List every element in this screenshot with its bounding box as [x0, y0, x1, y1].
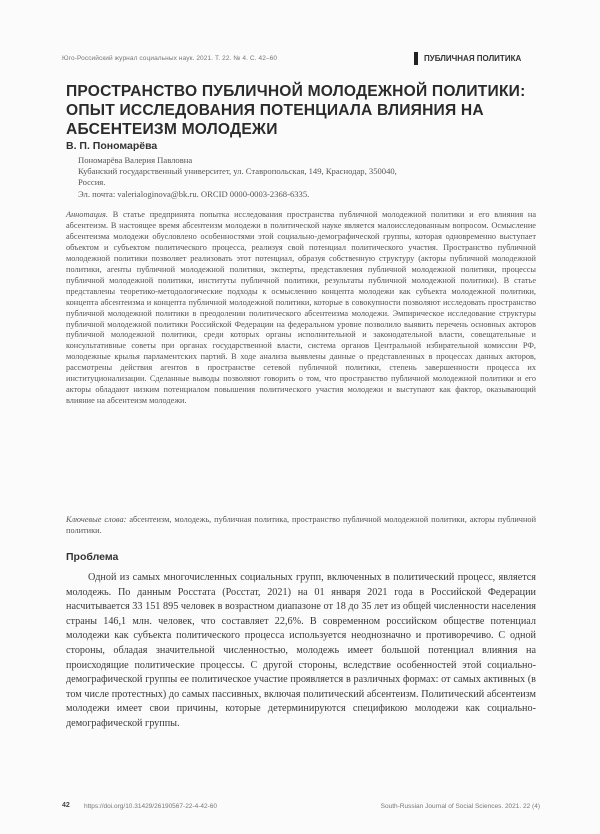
affiliation-country: Россия. [78, 177, 106, 188]
author-full-name: Пономарёва Валерия Павловна [78, 155, 193, 165]
footer-journal: South-Russian Journal of Social Sciences. 2021. 22 (4) [380, 803, 540, 810]
author-byline: В. П. Пономарёва [66, 140, 158, 152]
body-paragraph: Одной из самых многочисленных социальных групп, включенных в политический процесс, является молодежь. По данным Росстата (Росстат, 2021) на 01 января 2021 года в Российской Федерации насчитывается 33 151 895 человек в возрастном диапазоне от 18 до 35 лет из общей численности населения страны 146,1 млн. человек, что составляет 22,6%. В современном российском обществе потенциал молодежи как субъекта политического процесса используется неоднозначно и противоречиво. С одной стороны, обладая значительной численностью, молодежь имеет большой потенциал влияния на происходящие политические процессы. С другой стороны, вследствие особенностей этой социально-демографической группы ее политическое участие проявляется в различных формах: от самых активных (в том числе протестных) до самых пассивных, включая политический абсентеизм. Политический абсентеизм молодежи имеет свои причины, которые детерминируются спецификою молодежи как социально-демографической группы. [66, 572, 536, 729]
page-footer [62, 802, 540, 814]
running-head-section: ПУБЛИЧНАЯ ПОЛИТИКА [424, 54, 522, 63]
abstract-label: Аннотация. [66, 210, 108, 219]
page-number: 42 [62, 802, 70, 809]
section-marker-bar [414, 52, 418, 65]
keywords [66, 515, 536, 537]
doi-link[interactable]: https://doi.org/10.31429/26190567-22-4-42-60 [84, 803, 217, 810]
keywords-label: Ключевые слова: [66, 515, 127, 524]
affiliation-line: Кубанский государственный университет, ул. Ставропольская, 149, Краснодар, 350040, [78, 166, 397, 177]
abstract [66, 210, 536, 407]
running-head [62, 52, 540, 66]
article-title: ПРОСТРАНСТВО ПУБЛИЧНОЙ МОЛОДЕЖНОЙ ПОЛИТИКИ: ОПЫТ ИССЛЕДОВАНИЯ ПОТЕНЦИАЛА ВЛИЯНИЯ НА АБСЕНТЕИЗМ МОЛОДЕЖИ [66, 83, 526, 138]
author-affiliation-block [78, 155, 478, 200]
keywords-text: абсентеизм, молодежь, публичная политика, пространство публичной молодежной политики, акторы публичной политики. [66, 515, 537, 535]
abstract-text: В статье предпринята попытка исследования пространства публичной молодежной политики и его влияния на абсентеизм. В настоящее время абсентеизм молодежи в политической науке является малоисследованным вопросом. Осмысление абсентеизма молодежи обусловлено особенностями этой социально-демографической группы, которая одновременно выступает объектом и субъектом политического процесса, реализуя свой потенциал политического участия. Пространство публичной молодежной политики позволяет реализовать этот потенциал, образуя собственную структуру (акторы публичной молодежной политики, агенты публичной молодежной политики, эксперты, представления публичной молодежной политики, процессы публичной молодежной политики, институты публичной политики, результаты публичной молодежной политики). В статье представлены теоретико-методологические подходы к осмыслению концепта молодежи как субъекта молодежной политики, концепта абсентеизма и концепта публичной молодежной политики, которые в совокупности позволяют исследовать пространство публичной молодежной политики в преодолении политического абсентеизма молодежи. Эмпирическое исследование структуры публичной молодежной политики Российской Федерации на федеральном уровне позволило выявить перечень основных акторов публичной молодежной политики, среди которых органы исполнительной и законодательной власти, совещательные и консультативные советы при органах государственной власти, система органов Центральной избирательной комиссии РФ, молодежные крылья парламентских партий. В ходе анализа выявлены данные о представленных в процессах данных акторов, рассмотрены действия агентов в пространстве сетевой публичной политики, степень завершенности процесса их институционализации. Сделанные выводы позволяют говорить о том, что пространство публичной молодежной политики и его акторы обладают низким потенциалом повышения политического участия молодежи и выступают как фактор, оказывающий влияние на абсентеизм молодежи. [66, 210, 537, 406]
author-contacts: Эл. почта: valerialoginova@bk.ru. ORCID 0000-0003-2368-6335. [78, 188, 310, 199]
running-head-journal: Юго-Российский журнал социальных наук. 2021. Т. 22. № 4. С. 42–60 [62, 55, 278, 62]
section-heading: Проблема [66, 551, 119, 563]
